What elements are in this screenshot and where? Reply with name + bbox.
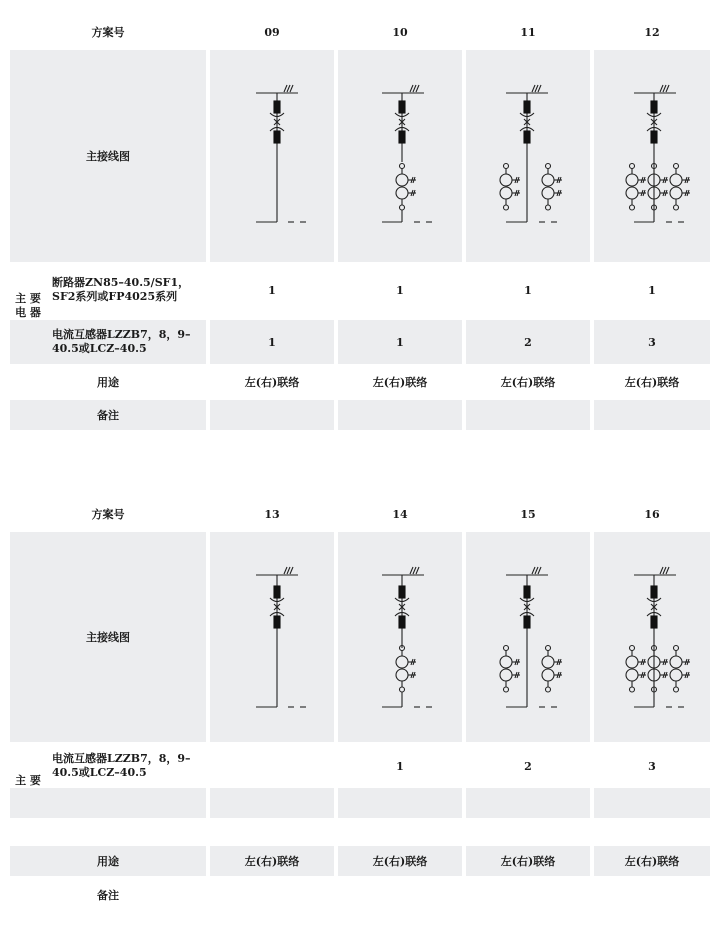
breaker-qty-11: 1 [524, 283, 532, 297]
ct-qty-16: 3 [648, 759, 656, 773]
breaker-qty-10: 1 [396, 283, 404, 297]
usage-09: 左(右)联络 [244, 376, 300, 389]
usage-label: 用途 [97, 376, 119, 389]
wiring-diagram-label: 主接线图 [10, 532, 206, 742]
usage-11: 左(右)联络 [500, 376, 556, 389]
ct-qty-10: 1 [338, 320, 462, 364]
schematic-16 [626, 567, 690, 707]
ct-qty-11: 2 [466, 320, 590, 364]
wiring-diagram-label: 主接线图 [10, 50, 206, 262]
usage-14: 左(右)联络 [338, 846, 462, 876]
schematic-12 [626, 85, 690, 222]
main-equipment-label: 主 要 [15, 774, 41, 787]
usage-12: 左(右)联络 [624, 376, 680, 389]
ct-qty-09: 1 [210, 320, 334, 364]
schematic-14 [382, 567, 432, 707]
ct-spec: 电流互感器LZZB7，8，9–40.5或LCZ–40.5 [52, 752, 191, 779]
ct-qty-12: 3 [594, 320, 710, 364]
usage-10: 左(右)联络 [372, 376, 428, 389]
usage-16: 左(右)联络 [594, 846, 710, 876]
ct-qty-14: 1 [396, 759, 404, 773]
breaker-qty-12: 1 [648, 283, 656, 297]
breaker-qty-09: 1 [268, 283, 276, 297]
schematic-09 [256, 85, 306, 222]
usage-15: 左(右)联络 [466, 846, 590, 876]
scheme-number-10: 10 [392, 25, 408, 39]
schematic-15 [500, 567, 562, 707]
ct-qty-15: 2 [524, 759, 532, 773]
scheme-number-15: 15 [520, 507, 536, 521]
scheme-number-09: 09 [264, 25, 280, 39]
main-equipment-label: 主 要 电 器 [15, 292, 41, 319]
usage-13: 左(右)联络 [210, 846, 334, 876]
schematic-10 [382, 85, 432, 222]
scheme-number-12: 12 [644, 25, 660, 39]
scheme-number-14: 14 [392, 507, 408, 521]
schematic-11 [500, 85, 562, 222]
scheme-number-16: 16 [644, 507, 660, 521]
scheme-number-label: 方案号 [91, 508, 125, 521]
remarks-label: 备注 [10, 400, 206, 430]
remarks-label: 备注 [97, 889, 119, 902]
scheme-number-13: 13 [264, 507, 280, 521]
ct-spec: 电流互感器LZZB7，8，9–40.5或LCZ–40.5 [10, 320, 206, 364]
scheme-number-11: 11 [520, 25, 536, 39]
usage-label: 用途 [10, 846, 206, 876]
schematic-13 [256, 567, 306, 707]
scheme-number-label: 方案号 [91, 26, 125, 39]
breaker-spec: 断路器ZN85–40.5/SF1，SF2系列或FP4025系列 [52, 276, 190, 303]
